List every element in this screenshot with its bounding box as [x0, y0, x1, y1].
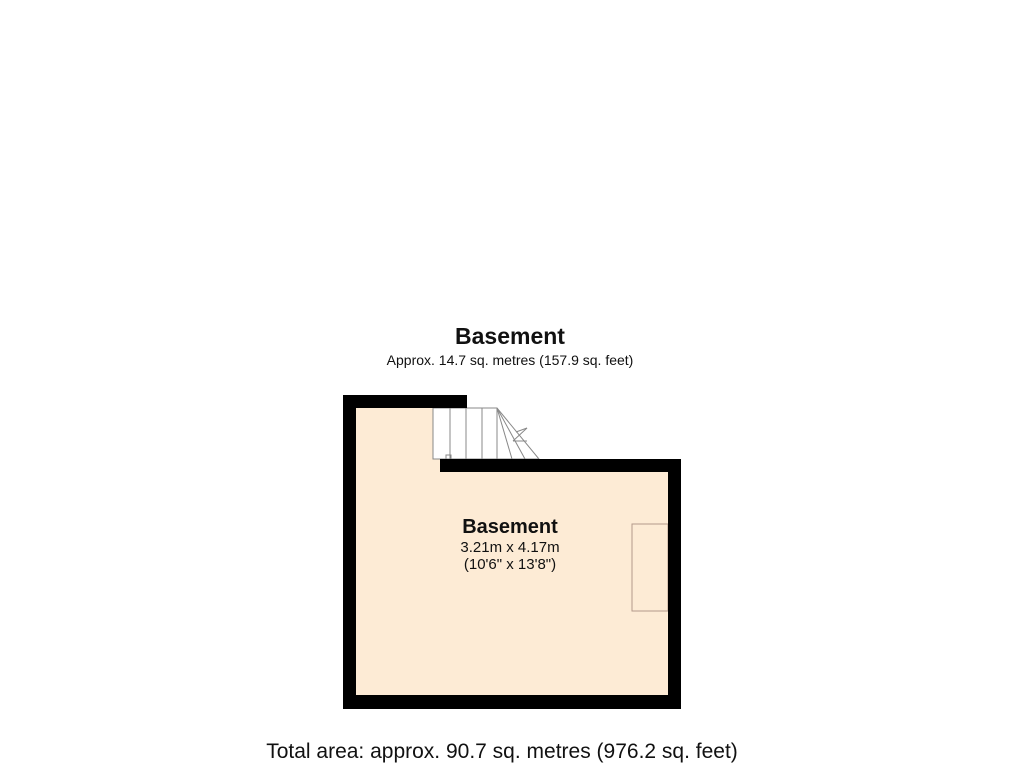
staircase [433, 408, 539, 460]
total-area-text: Total area: approx. 90.7 sq. metres (976.2 sq. feet) [266, 740, 738, 763]
floor-title: Basement [455, 323, 565, 349]
room-name: Basement [462, 516, 558, 538]
room-dimensions-imperial: (10'6" x 13'8") [463, 556, 557, 573]
floor-area-subtitle: Approx. 14.7 sq. metres (157.9 sq. feet) [386, 352, 634, 368]
room-dimensions-metric: 3.21m x 4.17m [460, 539, 560, 556]
